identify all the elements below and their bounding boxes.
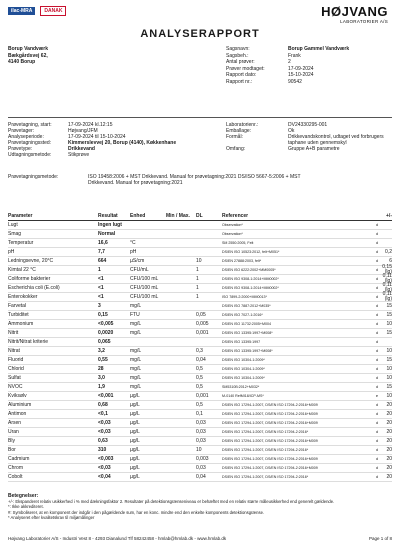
cell-dl: 0,03 [196,419,206,426]
cell-result: <0,04 [98,473,111,480]
table-row [8,410,392,419]
cell-reference: DS/EN ISO 10304-1:2009* [222,357,265,362]
cell-unit: mg/L [130,365,142,372]
cell-reference: DS/EN ISO 17294-1:2007, DS/EN ISO 17294-2:2016* [222,429,309,434]
note-line: * Analyseret efter kvalitetskrav til miljømålinger [8,514,95,520]
meta-value: 90542 [288,78,302,85]
cell-flag: d [375,419,379,425]
cell-dl: 0,05 [196,311,206,318]
sample-value: Drikkevand [68,146,95,152]
col-parameter: Parameter [8,213,33,219]
cell-unit: µg/L [130,464,140,471]
cell-unit: mg/L [130,383,142,390]
table-row [8,311,392,320]
cell-dl: 0,001 [196,329,209,336]
cell-unit: CFU/100 mL [130,293,159,300]
cell-reference: DS/EN ISO 17294-1:2007, DS/EN ISO 17294-2:2016+M009 [222,420,318,425]
cell-unit: mg/L [130,356,142,363]
meta-label: Rapport nr.: [226,78,253,85]
cell-reference: DS/EN ISO 17294-1:2007, DS/EN ISO 17294-2:2016+M009 [222,456,318,461]
note-line: *: Ikke akkrediteret. [8,504,44,510]
cell-result: Normal [98,230,116,237]
cell-parameter: NVOC [8,383,23,390]
table-row [8,455,392,464]
cell-flag: d [375,239,379,245]
cell-dl: 1 [196,293,199,300]
cell-reference: M-0140 RefMI18/ICP-MS* [222,393,264,398]
cell-result: <0,03 [98,464,111,471]
labinfo-row [226,146,396,152]
table-row [8,347,392,356]
cell-uncertainty: 10 [386,320,392,327]
cell-parameter: Arsen [8,419,22,426]
cell-uncertainty: 0,15 (lg) [382,264,392,275]
table-row [8,329,392,338]
cell-parameter: Chlorid [8,365,24,372]
cell-parameter: Escherichia coli (E.coli) [8,284,60,291]
cell-result: <1 [98,293,104,300]
cell-flag: d [375,329,379,335]
cell-result: 7,7 [98,248,105,255]
page-number: Page 1 of 8 [368,536,392,541]
cell-flag: d [375,464,379,470]
cell-reference: DS/EN ISO 17294-1:2007, DS/EN ISO 17294-2:2016* [222,447,309,452]
note-line: #: Symboliserer, at en komponent der indgår i den pågældende sum, har en konc. mindre end den enkelte komponents detektionsgrænse. [8,509,265,515]
table-row [8,293,392,302]
cell-uncertainty: 0,2 [385,248,392,255]
cell-result: 0,065 [98,338,111,345]
cell-uncertainty: 10 [386,365,392,372]
cell-flag: d [375,302,379,308]
cell-flag: d [375,383,379,389]
cell-dl: 0,005 [196,320,209,327]
cell-reference: DS/EN ISO 10304-1:2009* [222,366,265,371]
cell-result: 3,2 [98,347,105,354]
labinfo-label: Emballage: [226,128,252,134]
cell-unit: mg/L [130,302,142,309]
cell-parameter: Fluorid [8,356,24,363]
cell-result: 1,9 [98,383,105,390]
cell-reference: DS/EN ISO 17294-1:2007, DS/EN ISO 17294-2:2016+M009 [222,465,318,470]
cell-unit: µS/cm [130,257,145,264]
cell-reference: Observation* [222,231,243,236]
footer [8,536,392,541]
notes-lines [8,499,392,520]
cell-flag: d [375,293,379,299]
sample-label: Prøvetager: [8,128,35,134]
cell-reference: DS/EN ISO 11732:2005+M004 [222,321,271,326]
cell-parameter: Coliforme bakterier [8,275,51,282]
notes-heading: Betegnelser: [8,493,39,499]
cell-parameter: Chrom [8,464,24,471]
cell-dl: 0,03 [196,464,206,471]
cell-unit: µg/L [130,455,140,462]
cell-uncertainty: 20 [386,464,392,471]
cell-uncertainty: 15 [386,383,392,390]
labinfo-row [226,134,396,146]
cell-unit: CFU/100 mL [130,275,159,282]
cell-uncertainty: 20 [386,410,392,417]
col-dl: DL [196,213,203,219]
results-table [8,213,392,482]
client-address [8,46,48,66]
cell-unit: µg/L [130,473,140,480]
table-row [8,284,392,293]
cell-flag: d [375,284,379,290]
cell-result: <0,1 [98,410,108,417]
meta-value: Borup Gammel Vandværk [288,46,350,52]
cell-parameter: Nitrat [8,347,20,354]
cell-unit: µg/L [130,401,140,408]
cell-dl: 0,5 [196,383,203,390]
cell-result: 310 [98,446,107,453]
sample-label: Prøvetagningssted: [8,140,52,146]
cell-parameter: Ammonium [8,320,34,327]
cell-parameter: Enterokokker [8,293,38,300]
cell-flag: d [375,338,379,344]
cell-parameter: Kimtal 22 °C [8,266,36,273]
cell-uncertainty: 20 [386,455,392,462]
labinfo-label: Laboratorienr.: [226,122,259,128]
cell-dl: 0,5 [196,374,203,381]
meta-label: Prøver modtaget: [226,65,265,72]
cell-parameter: Smag [8,230,22,237]
table-row [8,248,392,257]
cell-flag: d [375,428,379,434]
cell-unit: mg/L [130,329,142,336]
cell-parameter: Lugt [8,221,18,228]
cell-flag: d [375,221,379,227]
cell-unit: µg/L [130,419,140,426]
cell-reference: DS/EN ISO 9308-1:2014+MM0002* [222,285,279,290]
cell-result: 0,0020 [98,329,114,336]
cell-flag: d [375,446,379,452]
cell-reference: Observation* [222,222,243,227]
meta-value: Frank [288,52,301,59]
cell-unit: pH [130,248,137,255]
cell-reference: SM5310B:2012+M032* [222,384,260,389]
danak-logo: DANAK [40,6,66,16]
cell-reference: DS/EN ISO 13395:1997 [222,339,261,344]
cell-dl: 1 [196,266,199,273]
sample-label: Udtagningsmetode: [8,152,52,158]
cell-uncertainty: 20 [386,419,392,426]
cell-reference: DS/EN ISO 10523:2012, felt+M051* [222,249,280,254]
cell-result: 16,6 [98,239,108,246]
meta-label: Sagsbeh.: [226,52,249,59]
cell-uncertainty: 15 [386,302,392,309]
cell-uncertainty: 20 [386,473,392,480]
cell-reference: DS/EN ISO 17294-1:2007, DS/EN ISO 17294-2:2016+M009 [222,438,318,443]
cell-result: <0,03 [98,419,111,426]
cell-reference: SM 2550:2005, Felt [222,240,254,245]
cell-uncertainty: 10 [386,374,392,381]
case-meta [226,46,396,85]
meta-label: Antal prøver: [226,59,255,65]
cell-parameter: Ledningsevne, 20°C [8,257,54,264]
table-row [8,230,392,239]
sample-info [8,122,198,158]
table-row [8,464,392,473]
table-header [8,213,392,221]
meta-value: 15-10-2024 [288,72,314,78]
cell-parameter: Bor [8,446,16,453]
cell-parameter: pH [8,248,15,255]
cell-flag: d [375,230,379,236]
sample-label: Prøvetagning, start: [8,122,52,128]
table-row [8,239,392,248]
brand-logo [321,4,388,24]
labinfo-value: Drikkevandskontrol, udtaget ved forbrugers taphane uden gennemskyl [288,134,384,146]
report-title: ANALYSERAPPORT [140,28,260,40]
cell-reference: ISO 7899-2:2000+MM0013* [222,294,267,299]
cell-flag: d [375,311,379,317]
cell-parameter: Temperatur [8,239,34,246]
cell-flag: d [375,266,379,272]
cell-reference: DS/EN ISO 13395:1997+M008* [222,348,273,353]
cell-dl: 0,04 [196,356,206,363]
sample-value: Højvang/JFM [68,128,98,134]
labinfo-value: Gruppe A+B parametre [288,146,340,152]
sample-label: Prøvetype: [8,146,33,152]
note-line: +/-: Ekspanderet relativ usikkerhed i % med dækningsfaktor 2. Resultater på detektionsgrænseniveau er behæftet med en relativ større måleusikkerhed end generelt gældende. [8,499,335,505]
accreditation-logos [8,6,66,16]
cell-parameter: Sulfat [8,374,21,381]
cell-reference: DS/EN ISO 10304-1:2009* [222,375,265,380]
cell-parameter: Aluminium [8,401,32,408]
cell-result: 0,63 [98,437,108,444]
col-minmax: Min / Max. [166,213,190,219]
cell-flag: e [375,392,379,398]
labinfo-value: Ok [288,128,295,134]
sample-value: Kimmerslevvej 20, Borup (4140), Køkkenhane [68,140,177,146]
cell-uncertainty: 10 [386,347,392,354]
cell-reference: DS/EN ISO 13395:1997+M008* [222,330,273,335]
table-row [8,428,392,437]
cell-unit: mg/L [130,320,142,327]
table-row [8,356,392,365]
cell-result: <0,003 [98,455,114,462]
cell-result: <0,005 [98,320,114,327]
cell-reference: DS/EN 27888:2003, felt* [222,258,262,263]
cell-unit: µg/L [130,410,140,417]
cell-uncertainty: 20 [386,437,392,444]
cell-result: 3 [98,302,101,309]
cell-result: <1 [98,284,104,291]
cell-result: 0,55 [98,356,108,363]
cell-parameter: Farvetal [8,302,27,309]
cell-result: 0,15 [98,311,108,318]
cell-unit: CFU/mL [130,266,149,273]
cell-flag: d [375,257,379,263]
cell-unit: µg/L [130,446,140,453]
cell-flag: d [375,437,379,443]
table-row [8,320,392,329]
cell-result: 0,68 [98,401,108,408]
cell-dl: 0,1 [196,410,203,417]
cell-parameter: Antimon [8,410,27,417]
col-uncertainty: +/- [386,213,392,219]
cell-uncertainty: 15 [386,329,392,336]
cell-parameter: Uran [8,428,19,435]
cell-dl: 0,003 [196,455,209,462]
cell-uncertainty: 0,11 (lg) [382,273,392,284]
meta-label: Sagsnavn: [226,46,250,52]
cell-flag: d [375,374,379,380]
cell-flag: d [375,410,379,416]
table-row [8,473,392,482]
table-row [8,401,392,410]
cell-dl: 0,03 [196,437,206,444]
footer-address: Højvang Laboratorier A/S - Industri Vest 8 - 4293 Dianalund Tlf 58242458 - hmlab@hmlab.dk - www.hmlab.dk [8,536,227,541]
cell-dl: 0,03 [196,428,206,435]
cell-reference: DS/EN ISO 17294-1:2007, DS/EN ISO 17294-2:2016+M009 [222,411,318,416]
cell-result: 1 [98,266,101,273]
cell-dl: 0,001 [196,392,209,399]
cell-result: 664 [98,257,107,264]
table-row [8,419,392,428]
cell-flag: d [375,347,379,353]
cell-flag: d [375,401,379,407]
cell-result: 28 [98,365,104,372]
sample-value: 17-09-2024 kl.12:15 [68,122,113,128]
cell-unit: mg/L [130,347,142,354]
table-row [8,392,392,401]
cell-result: Ingen lugt [98,221,122,228]
cell-parameter: Cadmium [8,455,30,462]
brand-name: HØJVANG [321,4,388,19]
cell-result: <1 [98,275,104,282]
cell-reference: DS/EN ISO 6222:2002+MM0005* [222,267,276,272]
brand-subtitle: LABORATORIER A/S [340,19,388,24]
cell-unit: mg/L [130,374,142,381]
table-row [8,266,392,275]
cell-unit: CFU/100 mL [130,284,159,291]
cell-dl: 10 [196,446,202,453]
cell-result: <0,001 [98,392,114,399]
cell-unit: µg/L [130,392,140,399]
cell-flag: d [375,275,379,281]
cell-parameter: Bly [8,437,15,444]
col-unit: Enhed [130,213,146,219]
col-result: Resultat [98,213,118,219]
divider [8,117,392,118]
cell-parameter: Kviksølv [8,392,27,399]
cell-dl: 0,04 [196,473,206,480]
table-row [8,338,392,347]
sampling-method [8,174,308,186]
cell-uncertainty: 0,11 (lg) [382,282,392,293]
sample-value: Stikprøve [68,152,90,158]
cell-parameter: Nitrit [8,329,19,336]
cell-dl: 0,3 [196,347,203,354]
table-row [8,383,392,392]
labinfo-value: DV24330295-001 [288,122,328,128]
table-row [8,446,392,455]
lab-info [226,122,396,152]
table-row [8,257,392,266]
cell-result: 3,0 [98,374,105,381]
cell-dl: 0,5 [196,401,203,408]
cell-parameter: Turbiditet [8,311,29,318]
cell-uncertainty: 10 [386,392,392,399]
table-row [8,374,392,383]
cell-unit: FTU [130,311,140,318]
labinfo-label: Formål: [226,134,243,140]
cell-parameter: Cobolt [8,473,23,480]
cell-dl: 10 [196,257,202,264]
cell-reference: DS/EN ISO 17294-1:2007, DS/EN ISO 17294-2:2016+M009 [222,402,318,407]
meta-value: 17-09-2024 [288,65,314,72]
cell-result: <0,03 [98,428,111,435]
cell-parameter: Nitrit/Nitrat kriterie [8,338,49,345]
cell-uncertainty: 15 [386,311,392,318]
labinfo-label: Omfang: [226,146,246,152]
cell-dl: 0,5 [196,365,203,372]
cell-unit: µg/L [130,437,140,444]
col-references: Referencer [222,213,249,219]
cell-uncertainty: 15 [386,356,392,363]
sampling-method-value: ISO 19458:2006 + MST Drikkevand. Manual for prøvetagning:2021 DS/ISO 5667-5:2006 + MST Drikkevand. Manual for prøvetagning:2021 [88,174,301,186]
cell-uncertainty: 0,11 (lg) [382,291,392,302]
sampling-method-label: Prøvetagningsmetode: [8,174,59,180]
cell-uncertainty: 20 [386,446,392,453]
cell-uncertainty: 6 [389,257,392,264]
table-row [8,221,392,230]
table-body [8,221,392,482]
cell-flag: d [375,356,379,362]
cell-flag: d [375,365,379,371]
client-name: Borup Vandværk [8,46,49,52]
cell-unit: °C [130,239,136,246]
cell-flag: d [375,248,379,254]
client-city: 4140 Borup [8,59,36,65]
meta-value: 2 [288,59,291,65]
cell-reference: DS/EN ISO 7027-1:2016* [222,312,263,317]
cell-flag: d [375,320,379,326]
cell-flag: d [375,455,379,461]
cell-reference: DS/EN ISO 9308-1:2014+MM0002* [222,276,279,281]
cell-flag: d [375,473,379,479]
cell-reference: DS/EN ISO 7887:2012+M035* [222,303,271,308]
table-row [8,275,392,284]
cell-reference: DS/EN ISO 17294-1:2007, DS/EN ISO 17294-2:2016* [222,474,309,479]
cell-dl: 1 [196,275,199,282]
table-row [8,437,392,446]
sample-row [8,152,198,158]
cell-uncertainty: 20 [386,428,392,435]
cell-uncertainty: 20 [386,401,392,408]
meta-row [226,79,396,86]
cell-dl: 1 [196,284,199,291]
meta-label: Rapport dato: [226,72,257,78]
ilac-logo: ilac-MRA [8,7,35,15]
notes [8,494,392,520]
cell-unit: µg/L [130,428,140,435]
table-row [8,302,392,311]
table-row [8,365,392,374]
sample-label: Analyseperiode: [8,134,44,140]
sample-value: 17-09-2024 til 15-10-2024 [68,134,126,140]
client-street: Bækgårdsvej 62, [8,52,48,59]
